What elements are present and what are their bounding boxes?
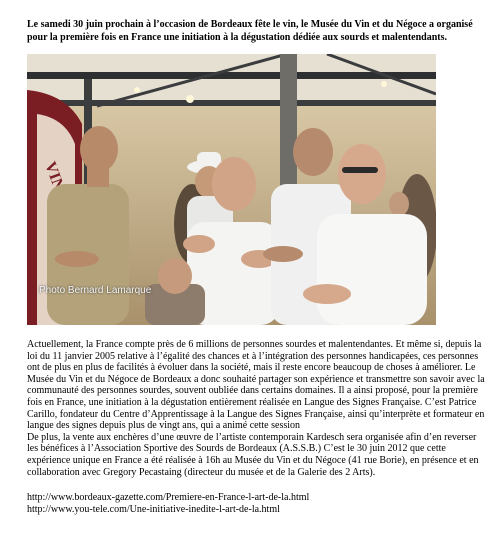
- article-photo: [27, 54, 436, 325]
- source-link-2[interactable]: http://www.you-tele.com/Une-initiative-inedite-l-art-de-la.html: [27, 504, 280, 515]
- article-body: [27, 339, 487, 478]
- person-glasses: [317, 214, 427, 325]
- paragraph-2: De plus, la vente aux enchères d’une œuvre de l’artiste contemporain Kardesch sera organisée afin d’en reverser les bénéfices à l’Association Sportive des Sourds de Bordeaux (A.S.S.B.) C’est le 30 juin 2012 que cette expérience unique en France a été réalisée à 16h au Musée du Vin et du Négoce (41 rue Borie), en présence et en collaboration avec Gregory Pecastaing (directeur du musée et de la Galerie des 2 Arts).: [27, 431, 479, 478]
- paragraph-1: Actuellement, la France compte près de 6 millions de personnes sourdes et malentendantes. Et même si, depuis la loi du 11 janvier 2005 relative à l’égalité des chances et à l’intégration des personnes handicapées, ces personnes ont de plus en plus de facilités à évoluer dans la société, mais il reste encore beaucoup de choses à améliorer. Le Musée du Vin et du Négoce de Bordeaux a donc souhaité partager son expérience et transmettre son savoir avec la communauté des personnes sourdes, souvent oubliée dans certains domaines. Il a ainsi proposé, pour la première fois en France, une initiation à la dégustation entièrement réalisée en Langue des Signes Française. C’est Patrice Carillo, fondateur du Centre d’Apprentissage à la Langue des Signes Française, ainsi qu’interprète et formateur en langue des signes depuis plus de vingt ans, qui a animé cette session: [27, 339, 485, 432]
- ceiling-light: [186, 95, 194, 103]
- ceiling-light: [381, 81, 387, 87]
- lead-paragraph: Le samedi 30 juin prochain à l’occasion de Bordeaux fête le vin, le Musée du Vin et du Négoce a organisé pour la première fois en France une initiation à la dégustation dédiée aux sourds et malentendants.: [27, 19, 473, 43]
- source-link-1[interactable]: http://www.bordeaux-gazette.com/Premiere-en-France-l-art-de-la.html: [27, 492, 310, 503]
- glasses-icon: [342, 167, 378, 173]
- ceiling-light: [134, 87, 140, 93]
- source-links: [27, 492, 487, 516]
- banner-text: VIN: [41, 159, 68, 193]
- photo-credit: Photo Bernard Lamarque: [39, 285, 152, 296]
